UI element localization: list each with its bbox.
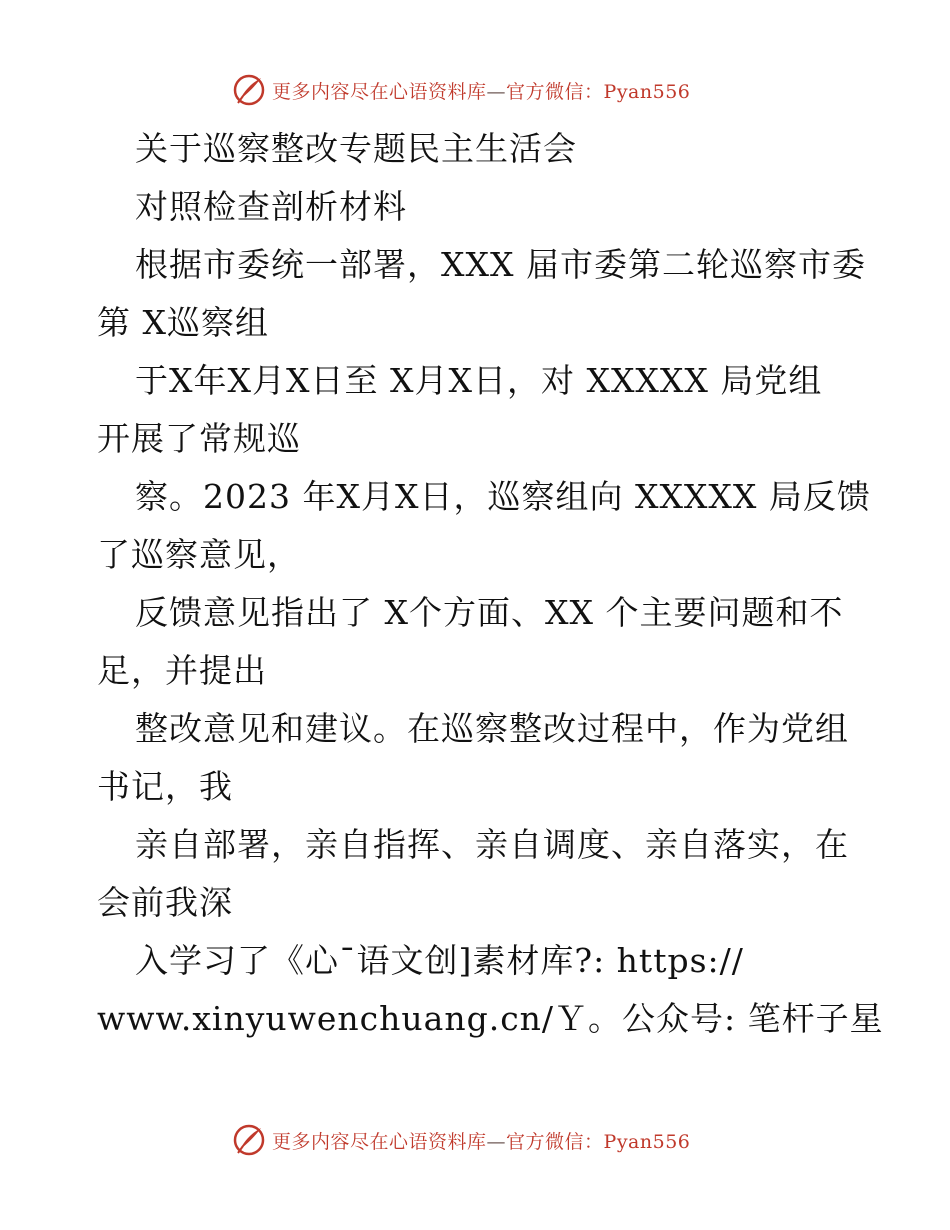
doc-text-line: www.xinyuwenchuang.cn/Ｙ。公众号: 笔杆子星 [97, 999, 884, 1038]
feather-logo-icon [232, 1123, 266, 1157]
watermark-wechat-label: 官方微信： [506, 1130, 604, 1153]
doc-text-line: 足，并提出 [97, 651, 267, 690]
feather-logo-icon [232, 73, 266, 107]
header-watermark [232, 72, 690, 108]
doc-text-line: 会前我深 [97, 883, 233, 922]
doc-text-line: 入学习了《心¯语文创]素材库?: https:// [135, 941, 744, 980]
watermark-wechat-label: 官方微信： [506, 80, 604, 103]
doc-text-line: 书记，我 [97, 767, 233, 806]
watermark-text [272, 1127, 690, 1154]
doc-text-line: 反馈意见指出了 X个方面、XX 个主要问题和不 [135, 593, 844, 632]
doc-text-line: 开展了常规巡 [97, 419, 301, 458]
doc-text-line: 于X年X月X日至 X月X日，对 XXXXX 局党组 [135, 361, 823, 400]
watermark-dash: — [486, 1130, 507, 1153]
doc-text-line: 第 X巡察组 [97, 303, 269, 342]
watermark-wechat-id: Pyan556 [603, 80, 691, 103]
doc-text-line: 察。2023 年X月X日，巡察组向 XXXXX 局反馈 [135, 477, 871, 516]
watermark-brand: 更多内容尽在心语资料库 [272, 80, 487, 103]
doc-title-line-1: 关于巡察整改专题民主生活会 [135, 129, 577, 168]
footer-watermark [232, 1122, 690, 1158]
watermark-dash: — [486, 80, 507, 103]
watermark-brand: 更多内容尽在心语资料库 [272, 1130, 487, 1153]
doc-title-line-2: 对照检查剖析材料 [135, 187, 407, 226]
doc-text-line: 了巡察意见， [97, 535, 301, 574]
doc-text-line: 根据市委统一部署，XXX 届市委第二轮巡察市委 [135, 245, 866, 284]
doc-text-line: 亲自部署，亲自指挥、亲自调度、亲自落实，在 [135, 825, 849, 864]
doc-text-line: 整改意见和建议。在巡察整改过程中，作为党组 [135, 709, 849, 748]
watermark-text [272, 77, 690, 104]
watermark-wechat-id: Pyan556 [603, 1130, 691, 1153]
